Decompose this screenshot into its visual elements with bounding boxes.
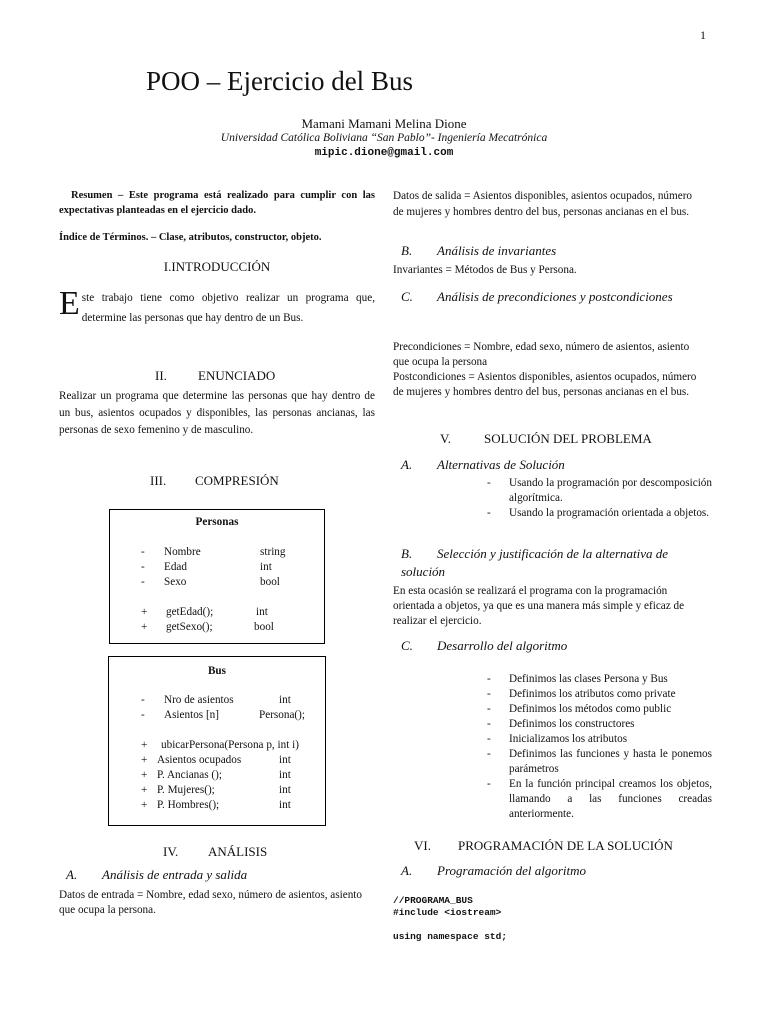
section-heading-enunciado: ENUNCIADO [198, 368, 276, 383]
list-item: - Definimos las funciones y hasta le ponemos parámetros [487, 747, 712, 777]
method-name: P. Hombres(); [157, 799, 220, 811]
alternativas-list [487, 476, 712, 521]
method-symbol: + [141, 784, 148, 796]
list-item: - En la función principal creamos los objetos, llamando a las funciones creadas anteriormente. [487, 777, 712, 822]
subsection-heading-precondiciones [401, 288, 701, 306]
subsection-title: Análisis de entrada y salida [102, 867, 248, 882]
section-heading-introduccion: I.INTRODUCCIÓN [163, 259, 271, 274]
method-type: int [256, 606, 268, 618]
subsection-title: Análisis de invariantes [437, 243, 557, 258]
method-symbol: + [141, 754, 148, 766]
method-symbol: + [141, 769, 148, 781]
subsection-title: Desarrollo del algoritmo [437, 638, 568, 653]
section-heading-solucion: SOLUCIÓN DEL PROBLEMA [484, 431, 652, 446]
desarrollo-list [487, 672, 712, 822]
section-number-compresion: III. [150, 473, 167, 488]
attr-name: Sexo [164, 576, 187, 588]
code-line [393, 919, 507, 931]
method-type: int [279, 799, 291, 811]
method-name: P. Mujeres(); [157, 784, 215, 796]
attr-symbol: - [141, 694, 145, 706]
section-number-programacion: VI. [414, 838, 431, 853]
subsection-letter: C. [401, 638, 413, 653]
author-email: mipic.dione@gmail.com [314, 147, 454, 159]
attr-symbol: - [141, 576, 145, 588]
method-type: bool [254, 621, 274, 633]
section-number-enunciado: II. [155, 368, 167, 383]
intro-text: ste trabajo tiene como objetivo realizar un programa que, determine las personas que hay dentro de un Bus. [81, 292, 375, 324]
attr-name: Asientos [n] [164, 709, 219, 721]
subsection-title: Análisis de precondiciones y postcondiciones [437, 289, 673, 304]
attr-type: int [279, 694, 291, 706]
section-heading-analisis: ANÁLISIS [208, 844, 268, 859]
section-heading-programacion: PROGRAMACIÓN DE LA SOLUCIÓN [458, 838, 673, 853]
seleccion-paragraph: En esta ocasión se realizará el programa con la programación orientada a objetos, ya que es una manera más simple y eficaz de realizar el ejercicio. [393, 585, 685, 627]
intro-paragraph [59, 285, 375, 328]
attr-type: string [260, 546, 286, 558]
subsection-letter: B. [401, 243, 413, 258]
subsection-letter: C. [401, 289, 413, 304]
precondiciones-paragraph: Precondiciones = Nombre, edad sexo, número de asientos, asiento que ocupa la persona [393, 341, 690, 368]
method-name: getEdad(); [166, 606, 214, 618]
method-name: ubicarPersona(Persona p, int i) [161, 739, 299, 751]
attr-name: Nombre [164, 546, 201, 558]
attr-type: int [260, 561, 272, 573]
section-heading-compresion: COMPRESIÓN [195, 473, 279, 488]
attr-name: Edad [164, 561, 187, 573]
code-line: //PROGRAMA_BUS [393, 895, 473, 906]
attr-symbol: - [141, 546, 145, 558]
enunciado-paragraph: Realizar un programa que determine las personas que hay dentro de un bus, asientos ocupados y disponibles, las personas ancianas, las personas de sexo femenino y de masculino. [59, 390, 375, 436]
subsection-heading-seleccion [401, 545, 711, 581]
subsection-title: Programación del algoritmo [437, 863, 587, 878]
subsection-heading-programacion-algoritmo [401, 863, 586, 879]
list-item: - Definimos los atributos como private [487, 687, 712, 702]
method-symbol: + [141, 606, 148, 618]
section-number-solucion: V. [440, 431, 451, 446]
list-item: - Definimos los constructores [487, 717, 712, 732]
method-type: int [279, 754, 291, 766]
subsection-title: Selección y justificación de la alternativa de solución [401, 546, 669, 579]
class-box-bus [108, 656, 326, 826]
method-symbol: + [141, 739, 148, 751]
class-name-bus: Bus [207, 665, 227, 677]
page-number: 1 [700, 28, 706, 42]
postcondiciones-paragraph: Postcondiciones = Asientos disponibles, asientos ocupados, número de mujeres y hombres dentro del bus, personas ancianas en el bus. [393, 371, 697, 398]
method-symbol: + [141, 799, 148, 811]
subsection-letter: A. [401, 863, 413, 878]
abstract: Resumen – Este programa está realizado para cumplir con las expectativas planteadas en el ejercicio dado. [59, 190, 375, 216]
entrada-paragraph: Datos de entrada = Nombre, edad sexo, número de asientos, asiento que ocupa la persona. [59, 889, 362, 916]
dropcap: E [59, 285, 80, 322]
subsection-heading-entrada-salida [66, 867, 247, 883]
class-box-personas [109, 509, 325, 644]
method-name: getSexo(); [166, 621, 213, 633]
page-title: POO – Ejercicio del Bus [146, 66, 413, 96]
attr-symbol: - [141, 709, 145, 721]
method-name: P. Ancianas (); [157, 769, 222, 781]
class-name-personas: Personas [195, 516, 239, 528]
list-item: - Inicializamos los atributos [487, 732, 712, 747]
code-line: #include <iostream> [393, 907, 502, 918]
attr-name: Nro de asientos [164, 694, 234, 706]
section-number-analisis: IV. [163, 844, 179, 859]
list-item: - Usando la programación orientada a objetos. [487, 506, 712, 521]
list-item: - Definimos los métodos como public [487, 702, 712, 717]
subsection-heading-invariantes [401, 243, 556, 259]
method-name: Asientos ocupados [157, 754, 242, 766]
method-type: int [279, 769, 291, 781]
subsection-heading-desarrollo [401, 638, 567, 654]
list-item: - Usando la programación por descomposición algorítmica. [487, 476, 712, 506]
attr-type: bool [260, 576, 280, 588]
index-terms: Índice de Términos. – Clase, atributos, constructor, objeto. [59, 232, 322, 243]
method-type: int [279, 784, 291, 796]
subsection-letter: A. [66, 867, 78, 882]
attr-symbol: - [141, 561, 145, 573]
attr-type: Persona(); [259, 709, 305, 721]
subsection-letter: A. [401, 457, 413, 472]
subsection-title: Alternativas de Solución [437, 457, 565, 472]
affiliation: Universidad Católica Boliviana “San Pablo”- Ingeniería Mecatrónica [220, 132, 548, 144]
code-block [393, 895, 507, 943]
subsection-heading-alternativas [401, 457, 565, 473]
list-item: - Definimos las clases Persona y Bus [487, 672, 712, 687]
author-name: Mamani Mamani Melina Dione [301, 116, 467, 131]
code-line: using namespace std; [393, 931, 508, 942]
invariantes-paragraph: Invariantes = Métodos de Bus y Persona. [393, 264, 577, 276]
salida-paragraph: Datos de salida = Asientos disponibles, asientos ocupados, número de mujeres y hombres dentro del bus, personas ancianas en el bus. [393, 190, 693, 218]
subsection-letter: B. [401, 546, 413, 561]
method-symbol: + [141, 621, 148, 633]
